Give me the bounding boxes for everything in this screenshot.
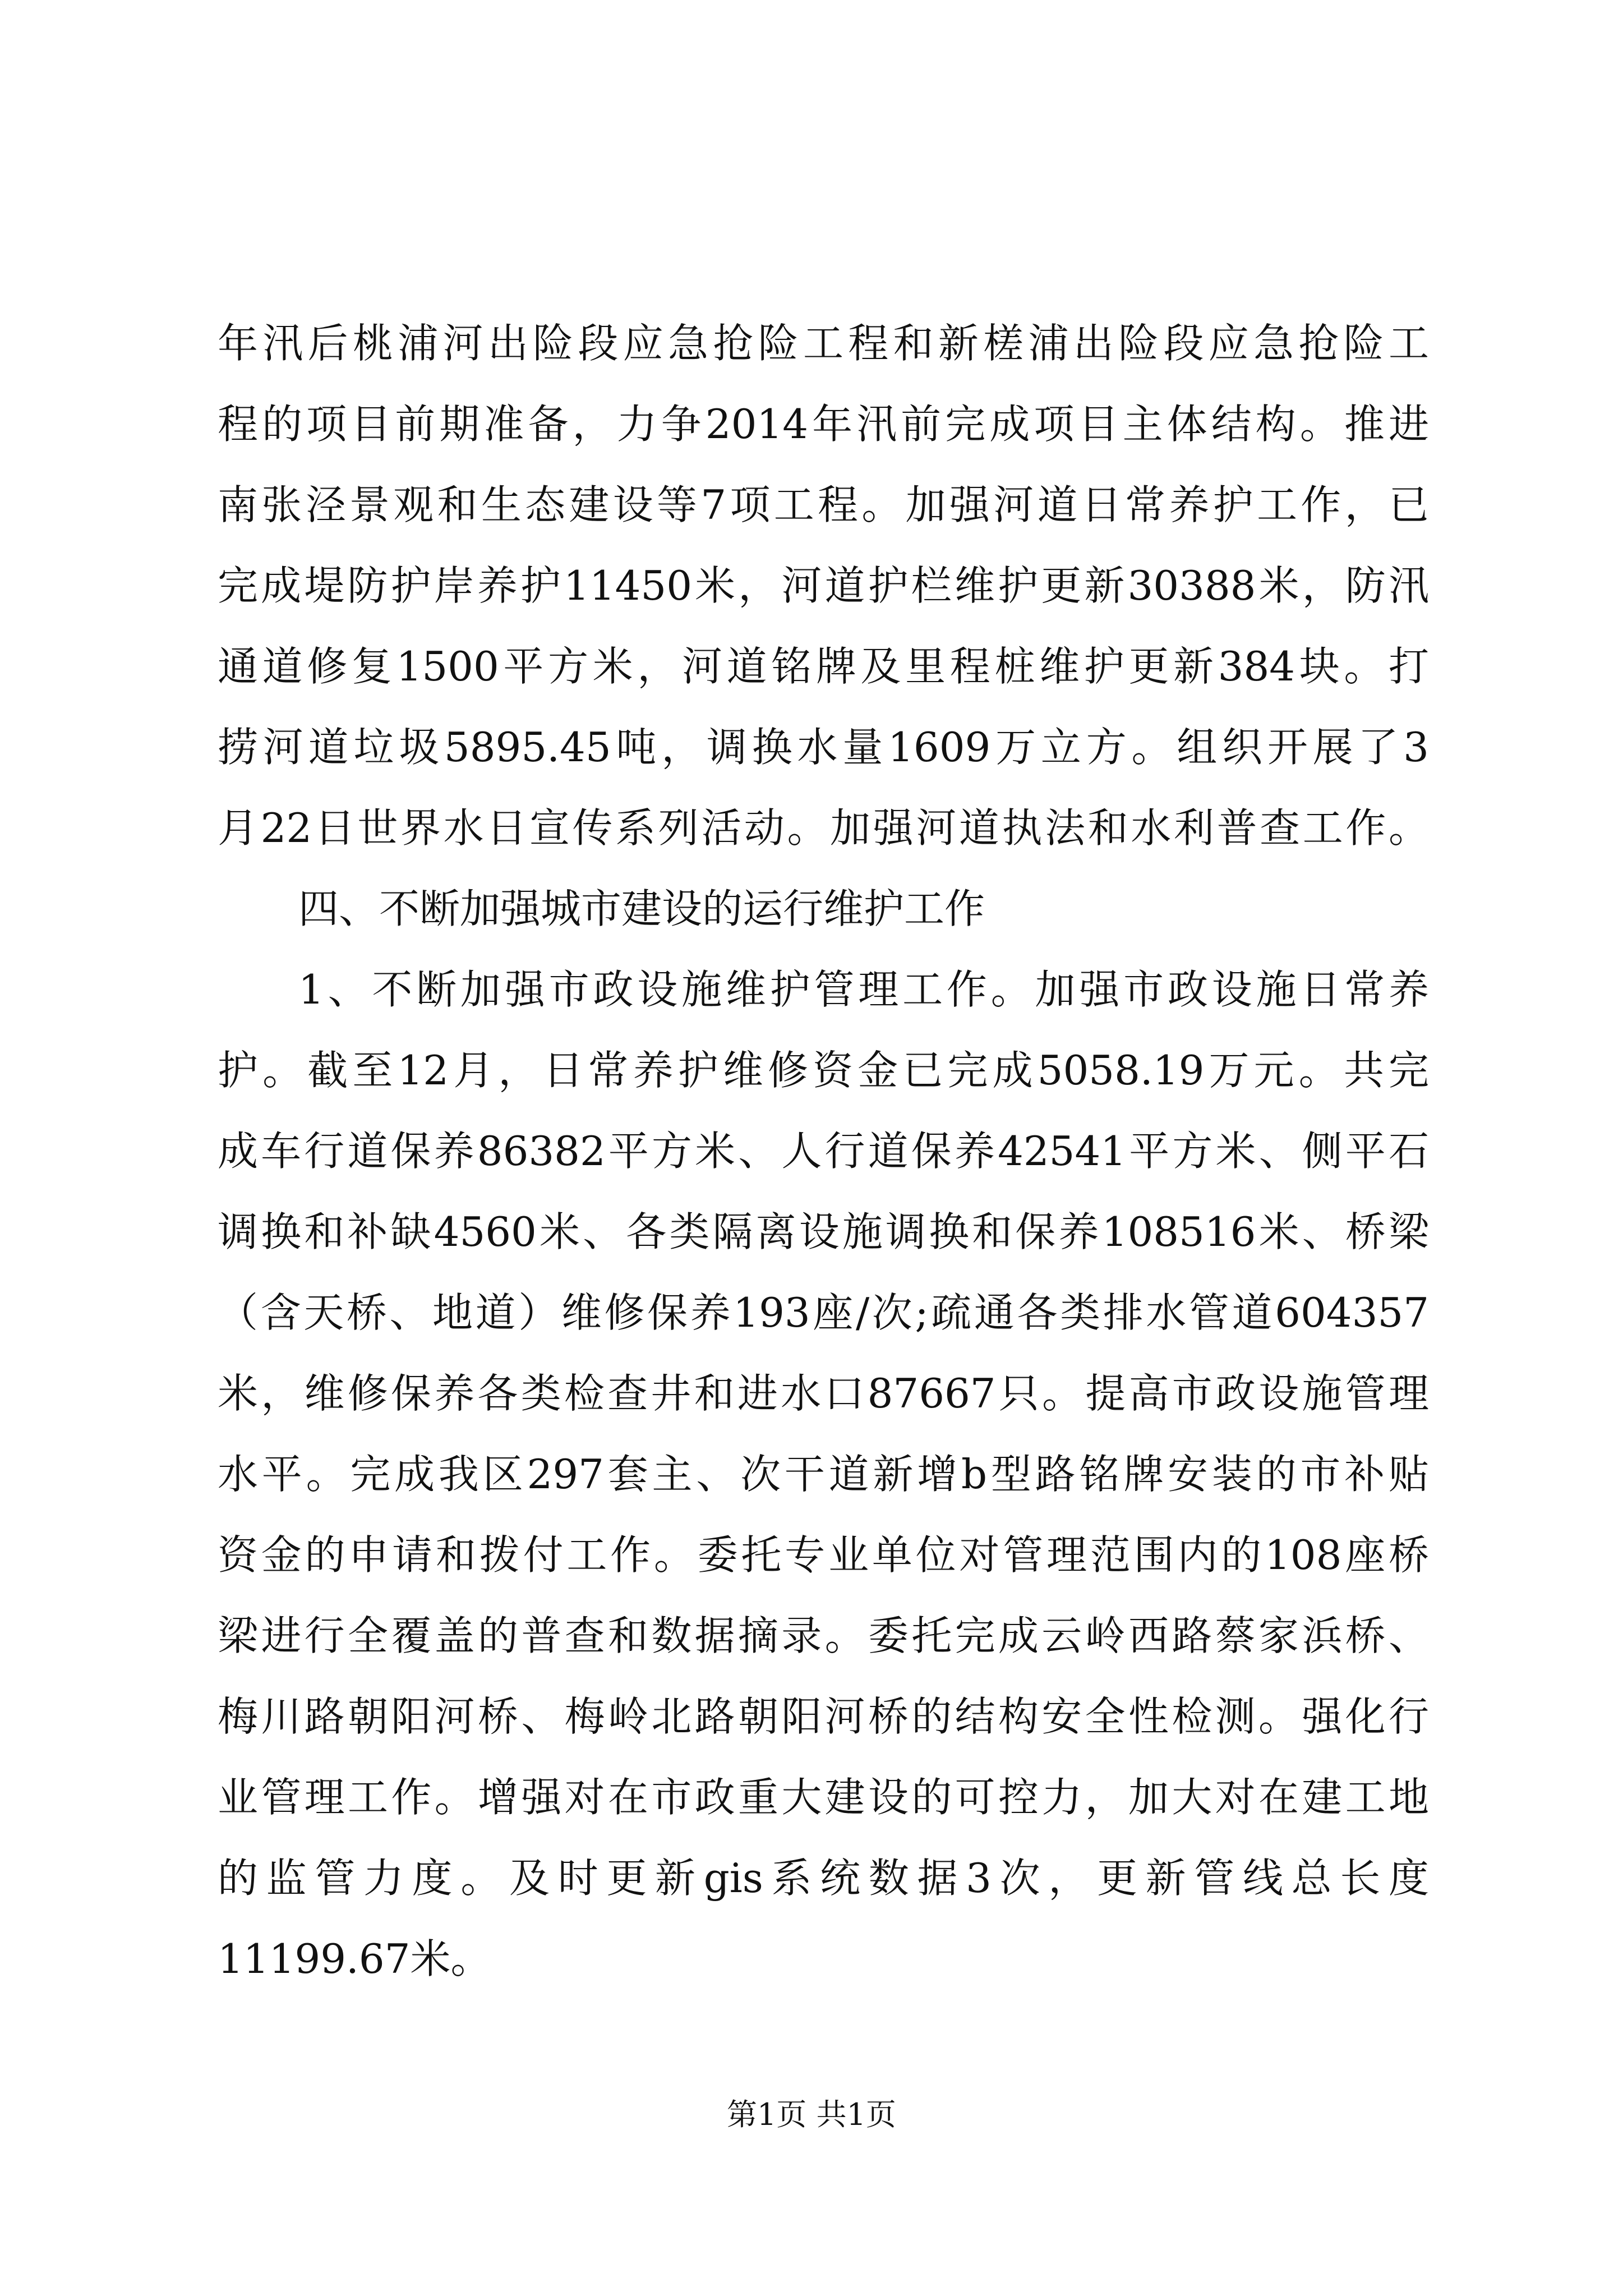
text-line: 捞河道垃圾5895.45吨，调换水量1609万立方。组织开展了3 — [218, 724, 1429, 771]
text-line: 业管理工作。增强对在市政重大建设的可控力，加大对在建工地 — [218, 1774, 1429, 1821]
text-line: 护。截至12月，日常养护维修资金已完成5058.19万元。共完 — [218, 1047, 1429, 1094]
section-heading: 四、不断加强城市建设的运行维护工作 — [298, 885, 985, 932]
text-line: 梁进行全覆盖的普查和数据摘录。委托完成云岭西路蔡家浜桥、 — [218, 1612, 1429, 1659]
text-line: 年汛后桃浦河出险段应急抢险工程和新槎浦出险段应急抢险工 — [218, 320, 1429, 367]
text-line: 的监管力度。及时更新gis系统数据3次，更新管线总长度 — [218, 1855, 1429, 1902]
text-line: 梅川路朝阳河桥、梅岭北路朝阳河桥的结构安全性检测。强化行 — [218, 1693, 1429, 1740]
body-text — [218, 303, 1429, 1999]
text-line: 完成堤防护岸养护11450米，河道护栏维护更新30388米，防汛 — [218, 562, 1429, 609]
page-number-label: 第1页 共1页 — [727, 2097, 896, 2132]
page-footer — [0, 2092, 1623, 2137]
text-line: 11199.67米。 — [218, 1935, 491, 1982]
text-line: 资金的申请和拨付工作。委托专业单位对管理范围内的108座桥 — [218, 1531, 1429, 1579]
text-line: （含天桥、地道）维修保养193座/次;疏通各类排水管道604357 — [218, 1289, 1429, 1336]
text-line: 1、不断加强市政设施维护管理工作。加强市政设施日常养 — [298, 966, 1429, 1013]
text-line: 调换和补缺4560米、各类隔离设施调换和保养108516米、桥梁 — [218, 1208, 1429, 1255]
text-line: 水平。完成我区297套主、次干道新增b型路铭牌安装的市补贴 — [218, 1451, 1429, 1498]
text-line: 通道修复1500平方米，河道铭牌及里程桩维护更新384块。打 — [218, 643, 1429, 690]
text-line: 月22日世界水日宣传系列活动。加强河道执法和水利普查工作。 — [218, 804, 1429, 852]
text-line: 成车行道保养86382平方米、人行道保养42541平方米、侧平石 — [218, 1128, 1429, 1175]
text-line: 米，维修保养各类检查井和进水口87667只。提高市政设施管理 — [218, 1370, 1429, 1417]
text-line: 南张泾景观和生态建设等7项工程。加强河道日常养护工作，已 — [218, 481, 1429, 528]
text-line: 程的项目前期准备，力争2014年汛前完成项目主体结构。推进 — [218, 401, 1429, 448]
